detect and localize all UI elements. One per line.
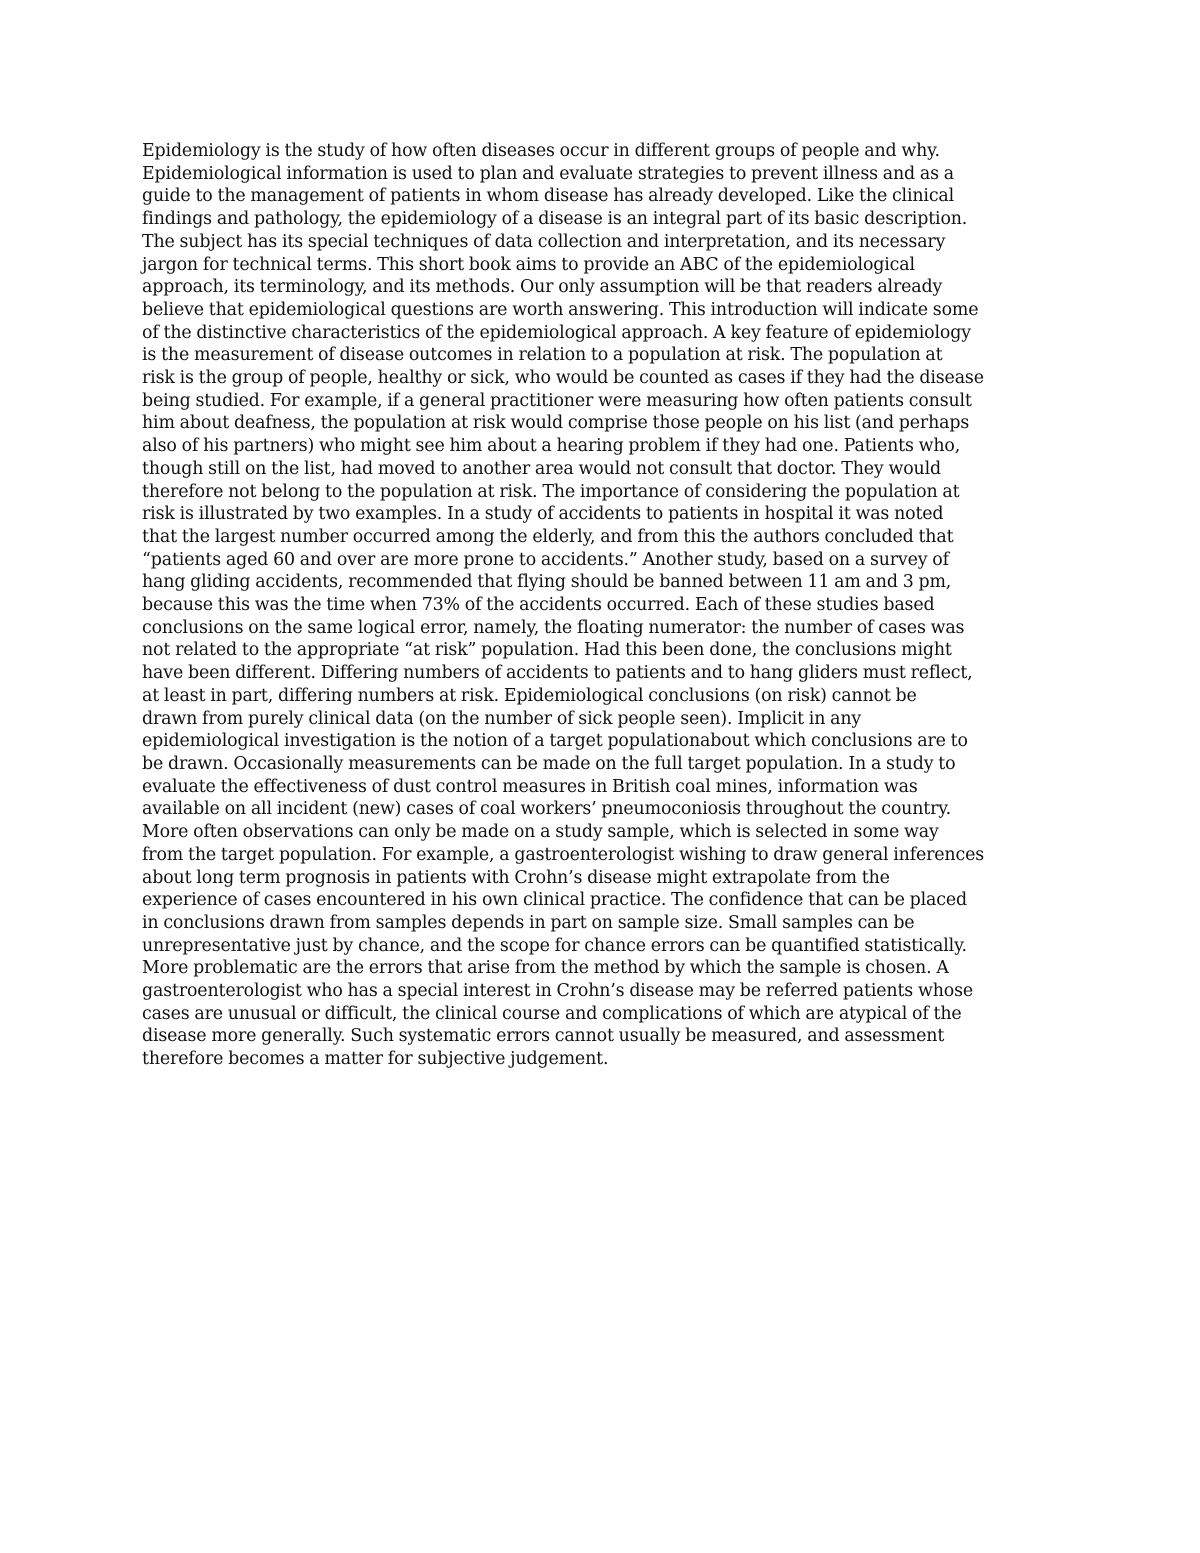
- text-line: findings and pathology, the epidemiology of a disease is an integral part of its basic description.: [142, 209, 968, 230]
- text-line: because this was the time when 73% of the accidents occurred. Each of these studies based: [142, 595, 935, 616]
- text-line: be drawn. Occasionally measurements can be made on the full target population. In a study to: [142, 753, 956, 774]
- text-line: risk is illustrated by two examples. In a study of accidents to patients in hospital it was noted: [142, 504, 944, 525]
- text-line: More often observations can only be made on a study sample, which is selected in some way: [142, 822, 939, 843]
- text-line: that the largest number occurred among the elderly, and from this the authors concluded that: [142, 526, 954, 547]
- text-line: conclusions on the same logical error, namely, the floating numerator: the number of cases was: [142, 617, 965, 638]
- text-line: available on all incident (new) cases of coal workers’ pneumoconiosis throughout the country.: [142, 799, 952, 820]
- text-line: therefore becomes a matter for subjective judgement.: [142, 1049, 609, 1070]
- text-line: about long term prognosis in patients with Crohn’s disease might extrapolate from the: [142, 867, 890, 888]
- text-line: evaluate the effectiveness of dust control measures in British coal mines, information was: [142, 776, 918, 797]
- text-line: jargon for technical terms. This short book aims to provide an ABC of the epidemiological: [142, 254, 915, 275]
- text-line: epidemiological investigation is the notion of a target populationabout which conclusions are to: [142, 731, 968, 752]
- text-line: from the target population. For example, a gastroenterologist wishing to draw general inferences: [142, 844, 984, 865]
- text-line: “patients aged 60 and over are more prone to accidents.” Another study, based on a survey of: [142, 549, 949, 570]
- text-line: therefore not belong to the population at risk. The importance of considering the population at: [142, 481, 960, 502]
- text-line: cases are unusual or difficult, the clinical course and complications of which are atypical of the: [142, 1003, 962, 1024]
- text-line: More problematic are the errors that arise from the method by which the sample is chosen. A: [142, 958, 949, 979]
- text-line: disease more generally. Such systematic errors cannot usually be measured, and assessment: [142, 1026, 945, 1047]
- body-text: [142, 140, 1062, 1071]
- text-line: being studied. For example, if a general practitioner were measuring how often patients consult: [142, 390, 972, 411]
- text-line: Epidemiology is the study of how often diseases occur in different groups of people and why.: [142, 141, 940, 161]
- text-line: drawn from purely clinical data (on the number of sick people seen). Implicit in any: [142, 708, 862, 729]
- text-line: also of his partners) who might see him about a hearing problem if they had one. Patients who,: [142, 436, 961, 457]
- text-line: gastroenterologist who has a special interest in Crohn’s disease may be referred patients whose: [142, 981, 973, 1002]
- text-line: not related to the appropriate “at risk” population. Had this been done, the conclusions might: [142, 640, 952, 661]
- text-line: experience of cases encountered in his own clinical practice. The confidence that can be placed: [142, 890, 967, 911]
- text-line: The subject has its special techniques of data collection and interpretation, and its necessary: [142, 231, 946, 252]
- text-line: hang gliding accidents, recommended that flying should be banned between 11 am and 3 pm,: [142, 572, 952, 593]
- text-line: him about deafness, the population at risk would comprise those people on his list (and perhaps: [142, 413, 970, 434]
- text-line: guide to the management of patients in whom disease has already developed. Like the clinical: [142, 186, 955, 207]
- text-line: believe that epidemiological questions are worth answering. This introduction will indicate some: [142, 299, 979, 320]
- text-line: risk is the group of people, healthy or sick, who would be counted as cases if they had the disease: [142, 368, 984, 389]
- text-line: at least in part, differing numbers at risk. Epidemiological conclusions (on risk) cannot be: [142, 685, 917, 706]
- text-line: though still on the list, had moved to another area would not consult that doctor. They would: [142, 458, 941, 479]
- text-line: unrepresentative just by chance, and the scope for chance errors can be quantified statistically.: [142, 935, 967, 956]
- text-line: of the distinctive characteristics of the epidemiological approach. A key feature of epidemiology: [142, 322, 971, 343]
- text-line: Epidemiological information is used to plan and evaluate strategies to prevent illness and as a: [142, 163, 954, 184]
- text-line: have been different. Differing numbers of accidents to patients and to hang gliders must reflect,: [142, 663, 973, 684]
- text-line: in conclusions drawn from samples depends in part on sample size. Small samples can be: [142, 912, 915, 933]
- text-line: approach, its terminology, and its methods. Our only assumption will be that readers already: [142, 277, 943, 298]
- text-line: is the measurement of disease outcomes in relation to a population at risk. The population at: [142, 345, 943, 366]
